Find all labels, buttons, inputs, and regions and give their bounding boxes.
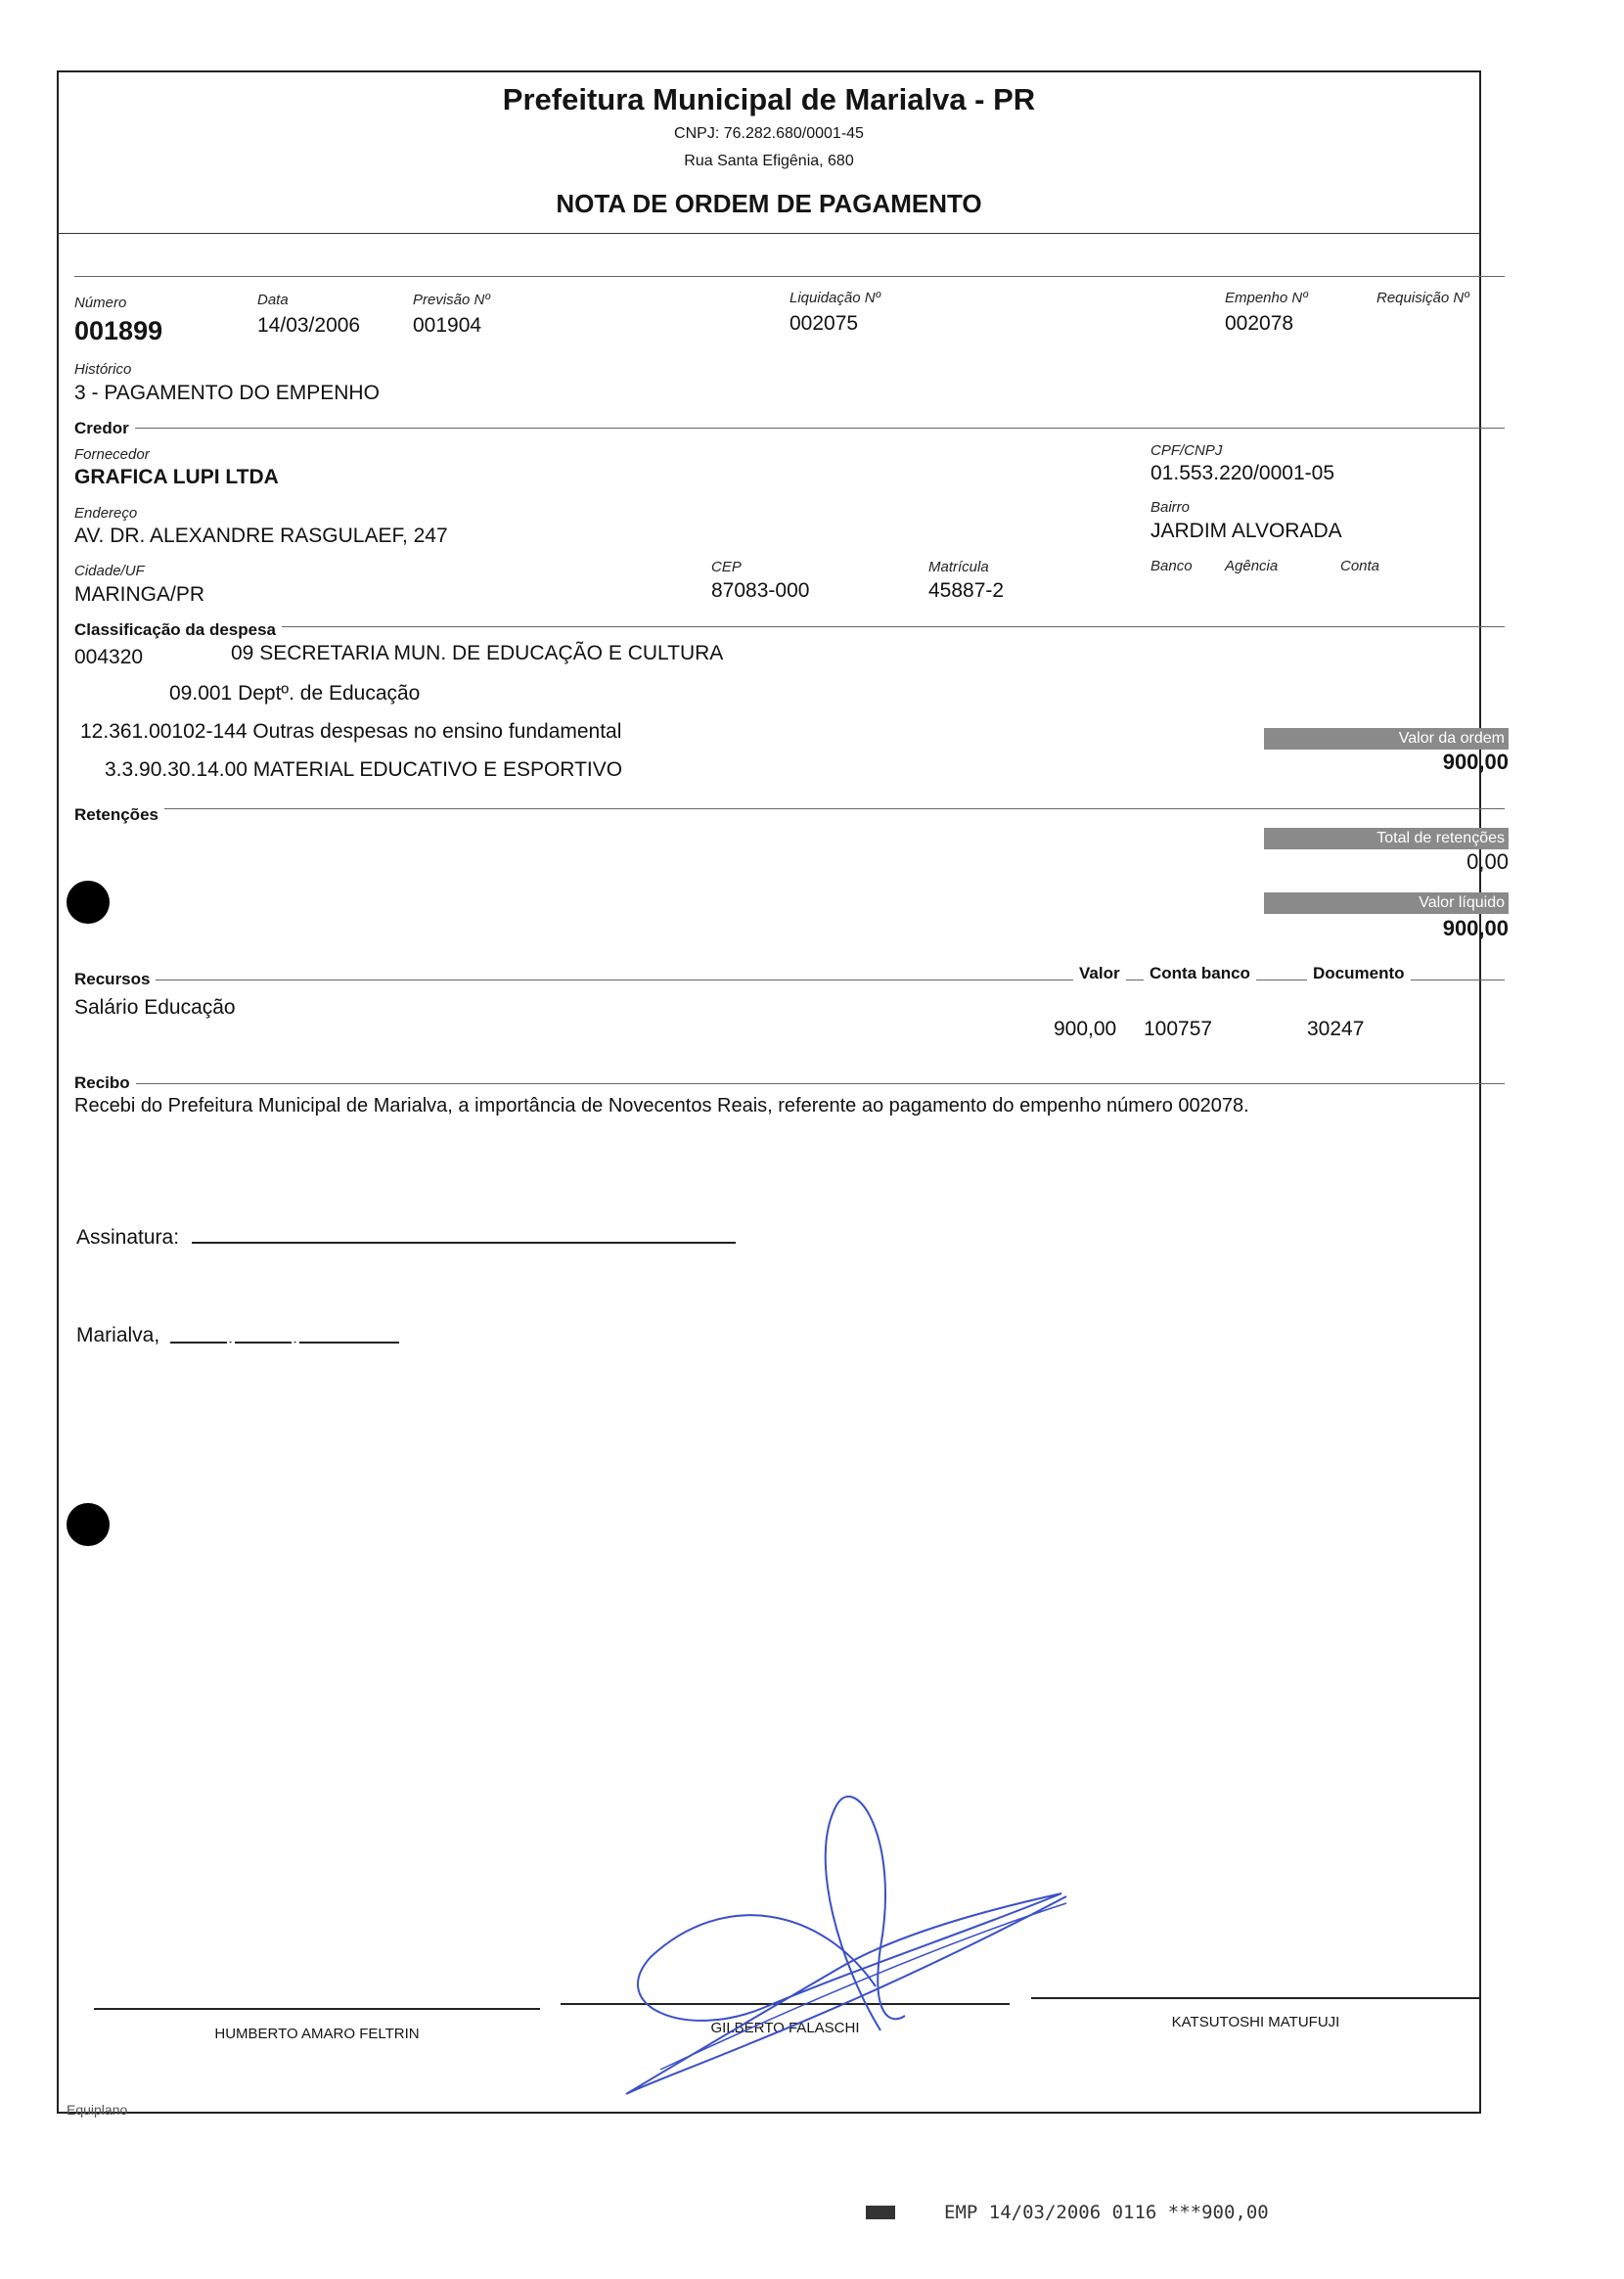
recursos-valor-label: Valor: [1073, 964, 1126, 983]
handwritten-signature-icon: [607, 1781, 1076, 2114]
requisicao-label: Requisição Nº: [1376, 290, 1469, 306]
signature-line-3: [1031, 1997, 1480, 1999]
total-retencoes-value: 0,00: [1466, 849, 1509, 874]
header-address: Rua Santa Efigênia, 680: [684, 153, 854, 169]
recibo-rule: [74, 1083, 1505, 1084]
fornecedor-label: Fornecedor: [74, 446, 150, 463]
data-label: Data: [257, 292, 289, 308]
header-cnpj: CNPJ: 76.282.680/0001-45: [674, 125, 864, 142]
cep-label: CEP: [711, 559, 742, 575]
retencoes-rule: [74, 808, 1505, 809]
signatory-3: KATSUTOSHI MATUFUJI: [1171, 2014, 1340, 2030]
recursos-conta: 100757: [1144, 1018, 1213, 1040]
date-blank-lines: [170, 1342, 399, 1353]
retencoes-section-title: Retenções: [74, 805, 164, 825]
fields-top-rule: [74, 276, 1505, 277]
cep-value: 87083-000: [711, 579, 810, 602]
historico-label: Histórico: [74, 361, 132, 378]
valor-liquido-label: Valor líquido: [1264, 892, 1509, 914]
recibo-section-title: Recibo: [74, 1073, 136, 1093]
document-type-title: NOTA DE ORDEM DE PAGAMENTO: [556, 189, 982, 218]
bairro-value: JARDIM ALVORADA: [1150, 520, 1342, 542]
total-retencoes-label: Total de retenções: [1264, 828, 1509, 849]
local-data-label: Marialva,: [76, 1324, 160, 1346]
assinatura-label: Assinatura:: [76, 1226, 180, 1249]
signatory-2: GILBERTO FALASCHI: [710, 2020, 860, 2036]
liquidacao-label: Liquidação Nº: [789, 290, 881, 306]
machine-stamp: EMP 14/03/2006 0116 ***900,00: [944, 2202, 1269, 2223]
previsao-value: 001904: [413, 314, 482, 337]
recursos-documento-label: Documento: [1307, 964, 1411, 983]
recibo-text: Recebi do Prefeitura Municipal de Marialva, a importância de Novecentos Reais, referente ao pagamento do empenho número 002078.: [74, 1095, 1249, 1117]
endereco-label: Endereço: [74, 505, 138, 522]
data-value: 14/03/2006: [257, 314, 361, 337]
classificacao-code: 004320: [74, 646, 144, 668]
orgao-value: 09 SECRETARIA MUN. DE EDUCAÇÃO E CULTURA: [231, 642, 724, 664]
banco-label: Banco: [1150, 558, 1193, 574]
signature-line-1: [94, 2008, 540, 2010]
date-blank[interactable]: [170, 1341, 399, 1352]
stamp-logo-icon: [866, 2206, 895, 2219]
software-footer: Equiplano: [67, 2102, 128, 2118]
numero-label: Número: [74, 295, 127, 311]
historico-value: 3 - PAGAMENTO DO EMPENHO: [74, 382, 380, 404]
page-title: Prefeitura Municipal de Marialva - PR: [502, 82, 1036, 116]
cpf-value: 01.553.220/0001-05: [1150, 462, 1335, 484]
punch-hole-icon: [67, 1503, 110, 1546]
funcional-value: 12.361.00102-144 Outras despesas no ensino fundamental: [80, 720, 622, 743]
recursos-section-title: Recursos: [74, 970, 156, 989]
classificacao-section-title: Classificação da despesa: [74, 620, 282, 640]
empenho-value: 002078: [1225, 312, 1294, 335]
punch-hole-icon: [67, 881, 110, 924]
numero-value: 001899: [74, 316, 163, 345]
conta-label: Conta: [1340, 558, 1380, 574]
valor-ordem-label: Valor da ordem: [1264, 728, 1509, 750]
previsao-label: Previsão Nº: [413, 292, 490, 308]
endereco-value: AV. DR. ALEXANDRE RASGULAEF, 247: [74, 524, 448, 547]
matricula-label: Matrícula: [928, 559, 989, 575]
matricula-value: 45887-2: [928, 579, 1005, 602]
cidade-value: MARINGA/PR: [74, 583, 205, 606]
elemento-value: 3.3.90.30.14.00 MATERIAL EDUCATIVO E ESPORTIVO: [105, 758, 623, 781]
liquidacao-value: 002075: [789, 312, 859, 335]
recursos-documento: 30247: [1307, 1018, 1365, 1040]
header-divider: [57, 233, 1481, 234]
empenho-label: Empenho Nº: [1225, 290, 1308, 306]
recursos-valor: 900,00: [1054, 1018, 1117, 1040]
signatory-1: HUMBERTO AMARO FELTRIN: [214, 2026, 420, 2042]
assinatura-line[interactable]: [192, 1242, 736, 1244]
credor-section-title: Credor: [74, 419, 135, 438]
credor-rule: [74, 428, 1505, 429]
agencia-label: Agência: [1225, 558, 1279, 574]
cidade-label: Cidade/UF: [74, 563, 145, 579]
fornecedor-value: GRAFICA LUPI LTDA: [74, 466, 279, 488]
recursos-conta-label: Conta banco: [1144, 964, 1256, 983]
valor-liquido-value: 900,00: [1442, 916, 1509, 940]
cpf-label: CPF/CNPJ: [1150, 442, 1223, 459]
unidade-value: 09.001 Deptº. de Educação: [169, 682, 421, 705]
bairro-label: Bairro: [1150, 499, 1191, 516]
valor-ordem-value: 900,00: [1442, 750, 1509, 774]
classificacao-rule: [74, 626, 1505, 627]
recursos-fonte: Salário Educação: [74, 996, 236, 1019]
